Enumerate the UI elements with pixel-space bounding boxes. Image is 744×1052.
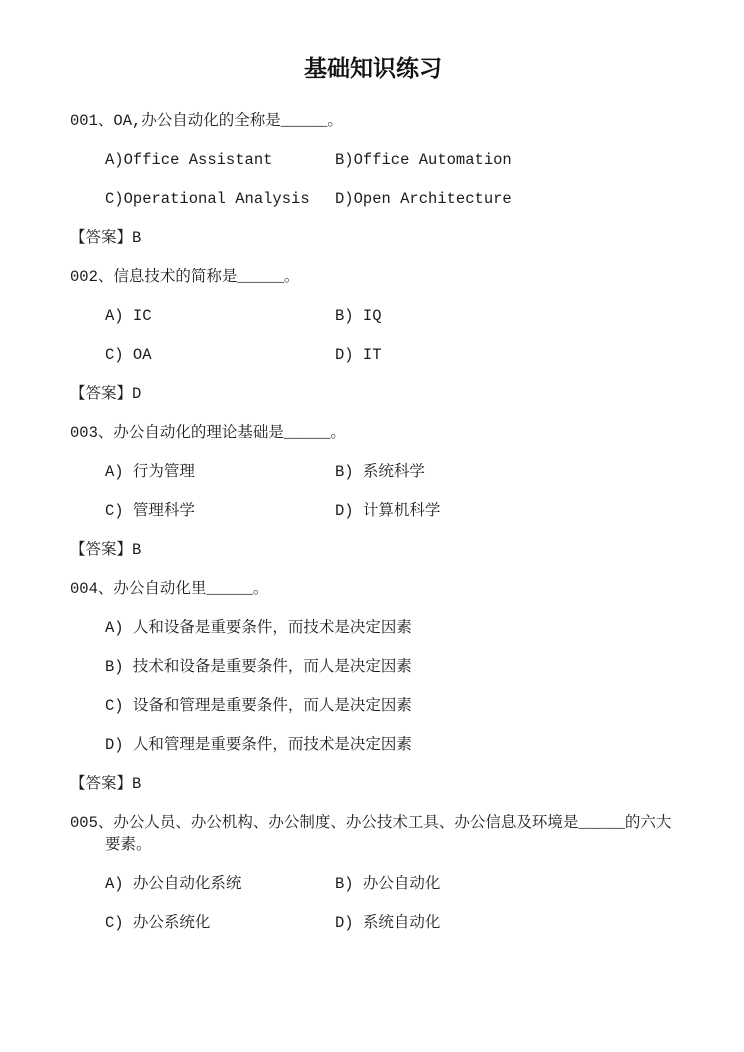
question-text: OA,办公自动化的全称是_____。 <box>113 112 343 130</box>
option: A) IC <box>105 307 152 325</box>
question-block <box>70 266 676 405</box>
question-block <box>70 578 676 795</box>
page-title: 基础知识练习 <box>304 57 442 83</box>
question-number: 003、 <box>70 424 114 442</box>
answer-value: B <box>132 229 142 247</box>
question-list <box>70 110 676 934</box>
answer-line <box>70 383 676 405</box>
option: B) 系统科学 <box>335 463 425 481</box>
answer-value: B <box>132 775 142 793</box>
answer-label: 【答案】 <box>70 775 133 793</box>
option: B) IQ <box>335 307 382 325</box>
question-text: 办公自动化的理论基础是_____。 <box>113 424 346 442</box>
option: D) 计算机科学 <box>335 502 441 520</box>
option-row <box>70 695 676 717</box>
option: C)Operational Analysis <box>105 190 310 208</box>
option-row <box>70 734 676 756</box>
answer-label: 【答案】 <box>70 385 133 403</box>
answer-line <box>70 227 676 249</box>
question-number: 002、 <box>70 268 114 286</box>
answer-label: 【答案】 <box>70 541 133 559</box>
option-row <box>70 873 676 895</box>
option-row <box>70 461 676 483</box>
option-row <box>70 149 676 171</box>
question-text: 办公自动化里_____。 <box>113 580 269 598</box>
option: D) 人和管理是重要条件，而技术是决定因素 <box>105 736 412 754</box>
option: C) 设备和管理是重要条件，而人是决定因素 <box>105 697 412 715</box>
question-stem <box>70 110 676 132</box>
option: A)Office Assistant <box>105 151 273 169</box>
option-row <box>70 344 676 366</box>
option: C) OA <box>105 346 152 364</box>
answer-value: B <box>132 541 142 559</box>
option: D) IT <box>335 346 382 364</box>
option: C) 办公系统化 <box>105 914 211 932</box>
option: C) 管理科学 <box>105 502 195 520</box>
question-number: 004、 <box>70 580 114 598</box>
option: D)Open Architecture <box>335 190 512 208</box>
question-stem <box>70 578 676 600</box>
question-block <box>70 110 676 249</box>
option: A) 办公自动化系统 <box>105 875 242 893</box>
question-text: 办公人员、办公机构、办公制度、办公技术工具、办公信息及环境是_____的六大要素。 <box>105 814 672 854</box>
question-number: 001、 <box>70 112 114 130</box>
option-row <box>70 188 676 210</box>
question-stem <box>70 422 676 444</box>
question-stem <box>70 266 676 288</box>
question-number: 005、 <box>70 814 114 832</box>
option: A) 行为管理 <box>105 463 195 481</box>
option: B) 技术和设备是重要条件，而人是决定因素 <box>105 658 412 676</box>
answer-line <box>70 539 676 561</box>
option-row <box>70 305 676 327</box>
option: D) 系统自动化 <box>335 914 441 932</box>
question-text: 信息技术的简称是_____。 <box>113 268 300 286</box>
question-block <box>70 422 676 561</box>
option-row <box>70 656 676 678</box>
option: B) 办公自动化 <box>335 875 441 893</box>
answer-line <box>70 773 676 795</box>
question-stem <box>70 812 676 856</box>
answer-label: 【答案】 <box>70 229 133 247</box>
option-row <box>70 912 676 934</box>
answer-value: D <box>132 385 142 403</box>
option-row <box>70 500 676 522</box>
option-row <box>70 617 676 639</box>
option: A) 人和设备是重要条件，而技术是决定因素 <box>105 619 412 637</box>
question-block <box>70 812 676 934</box>
option: B)Office Automation <box>335 151 512 169</box>
